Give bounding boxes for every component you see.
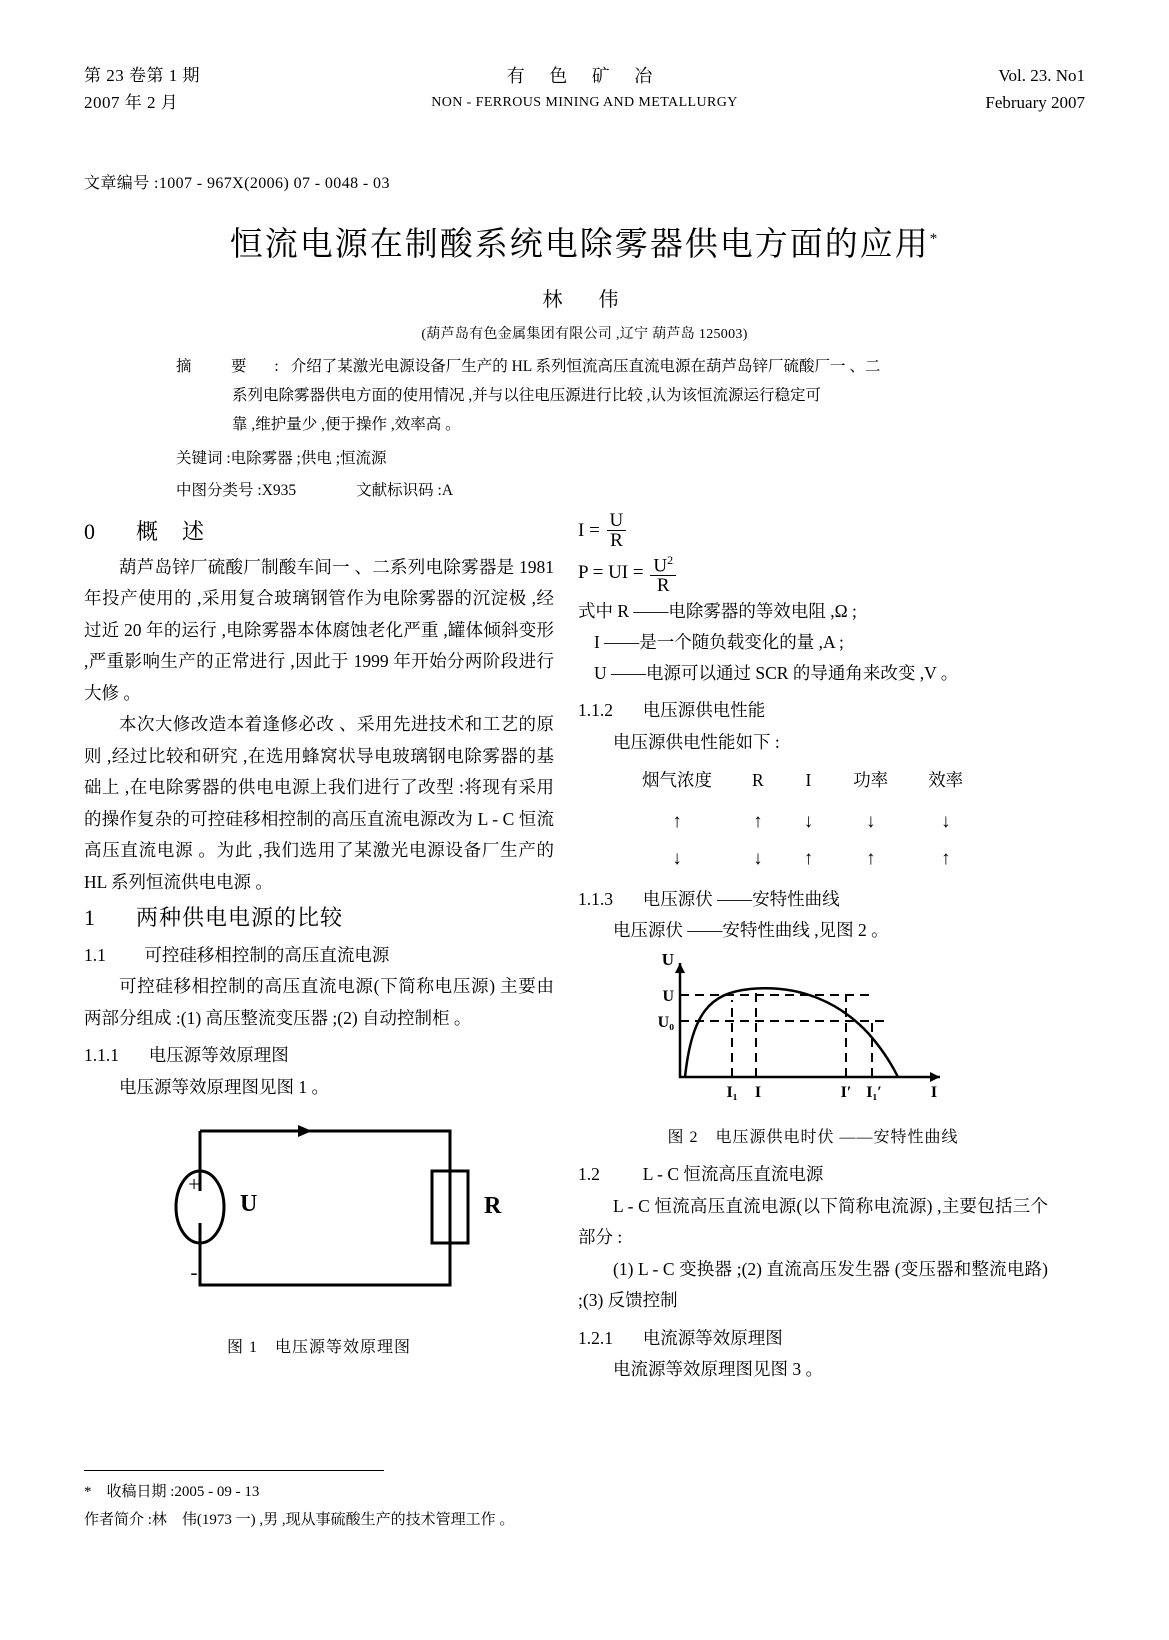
- abstract-label: 摘 要 :: [176, 358, 291, 375]
- table-header-0: 烟气浓度: [642, 770, 712, 791]
- running-head-center: [431, 62, 738, 111]
- table-r0c2: ↓: [803, 810, 814, 832]
- table-r0c0: ↑: [672, 810, 682, 832]
- table-header-2: I: [805, 770, 812, 791]
- volume-issue: 第 23 卷第 1 期: [84, 66, 200, 85]
- figure-1: [84, 1113, 554, 1328]
- performance-table: [622, 762, 1048, 878]
- journal-title-en: NON - FERROUS MINING AND METALLURGY: [431, 95, 738, 110]
- running-head: [84, 62, 1085, 124]
- paragraph-1: 葫芦岛锌厂硫酸厂制酸车间一 、二系列电除雾器是 1981 年投产使用的 ,采用复合玻璃钢管作为电除雾器的沉淀极 ,经过近 20 年的运行 ,电除雾器本体腐蚀老化严重 ,罐体倾斜变形 ,严重影响生产的正常进行 ,因此于 1999 年开始分两阶段进行大修 。: [84, 556, 554, 703]
- performance-table-grid: [622, 762, 983, 878]
- abstract-line-1: 介绍了某激光电源设备厂生产的 HL 系列恒流高压直流电源在葫芦岛锌厂硫酸厂一 、二: [290, 358, 881, 375]
- svg-text:U: U: [661, 952, 674, 969]
- svg-text:U: U: [240, 1191, 258, 1217]
- svg-text:U: U: [662, 987, 674, 1005]
- subsection-1-2: [578, 1159, 1048, 1191]
- page-title: [0, 218, 1169, 265]
- figure-1-circuit-diagram: [120, 1113, 520, 1303]
- issue-date-cn: 2007 年 2 月: [84, 93, 179, 112]
- subsection-1-2-title: L - C 恒流高压直流电源: [642, 1164, 824, 1185]
- svg-text:I: I: [754, 1083, 762, 1101]
- doc-code-label: 文献标识码 :: [356, 482, 442, 499]
- table-r1c0: ↓: [672, 848, 682, 870]
- paragraph-6: 电压源伏 ——安特性曲线 ,见图 2 。: [613, 920, 889, 941]
- definition-I: I ——是一个随负载变化的量 ,A ;: [594, 632, 844, 653]
- title-text: 恒流电源在制酸系统电除雾器供电方面的应用: [229, 227, 930, 263]
- figure-1-caption: 图 1 电压源等效原理图: [226, 1339, 411, 1356]
- svg-text:R: R: [484, 1193, 502, 1219]
- table-r0c3: ↓: [865, 810, 876, 832]
- running-head-right: [985, 62, 1085, 116]
- abstract: [176, 352, 1006, 439]
- formula-current-fraction: [607, 512, 627, 551]
- table-header-4: 效率: [928, 770, 964, 791]
- affiliation: (葫芦岛有色金属集团有限公司 ,辽宁 葫芦岛 125003): [421, 327, 748, 342]
- symbol-definitions: [578, 596, 1048, 689]
- svg-text:-: -: [190, 1260, 198, 1284]
- figure-2: [578, 953, 1048, 1118]
- footnote-rule: [84, 1470, 384, 1471]
- paragraph-7: L - C 恒流高压直流电源(以下简称电流源) ,主要包括三个部分 :: [578, 1195, 1048, 1248]
- subsection-1-1-1-title: 电压源等效原理图: [148, 1045, 289, 1065]
- svg-text:U₀: U₀: [657, 1013, 674, 1031]
- formula-power-fraction: [650, 551, 676, 596]
- definition-R: 式中 R ——电除雾器的等效电阻 ,Ω ;: [578, 601, 857, 622]
- issue-date-en: February 2007: [985, 93, 1085, 112]
- footnote-received-date: * 收稿日期 :2005 - 09 - 13: [84, 1484, 260, 1500]
- section-heading-0: [84, 516, 554, 548]
- subsection-1-2-1: [578, 1323, 1048, 1355]
- table-r1c3: ↑: [865, 848, 876, 870]
- subsection-1-1-2: [578, 695, 1048, 727]
- paragraph-4: 电压源等效原理图见图 1 。: [119, 1076, 329, 1097]
- formula-power-numerator: [650, 551, 676, 575]
- subsection-1-1-2-number: 1.1.2: [578, 700, 613, 721]
- paragraph-9: 电流源等效原理图见图 3 。: [613, 1359, 823, 1380]
- paragraph-3: 可控硅移相控制的高压直流电源(下简称电压源) 主要由两部分组成 :(1) 高压整流变压器 ;(2) 自动控制柜 。: [84, 976, 554, 1028]
- clc-value: X935: [261, 482, 297, 499]
- subsection-1-1-1-number: 1.1.1: [84, 1045, 119, 1065]
- paragraph-5: 电压源供电性能如下 :: [613, 731, 780, 752]
- table-r1c4: ↑: [940, 848, 951, 870]
- table-row: [622, 840, 983, 878]
- subsection-1-1-3-title: 电压源伏 ——安特性曲线: [642, 888, 840, 909]
- svg-text:I′: I′: [840, 1083, 852, 1101]
- subsection-1-1-2-title: 电压源供电性能: [642, 700, 766, 721]
- subsection-1-1-3: [578, 884, 1048, 916]
- subsection-1-1-number: 1.1: [84, 944, 106, 965]
- table-r0c4: ↓: [940, 810, 951, 832]
- formula-current-numerator: U: [609, 510, 624, 531]
- journal-title-cn: 有 色 矿 冶: [506, 66, 663, 86]
- abstract-line-3: 靠 ,维护量少 ,便于操作 ,效率高 。: [232, 416, 461, 433]
- subsection-1-1-1: [84, 1040, 554, 1072]
- paragraph-8: (1) L - C 变换器 ;(2) 直流高压发生器 (变压器和整流电路) ;(3) 反馈控制: [578, 1258, 1048, 1311]
- formula-current-lhs: I =: [578, 519, 600, 541]
- svg-text:I₁′: I₁′: [866, 1083, 882, 1101]
- paragraph-2: 本次大修改造本着逢修必改 、采用先进技术和工艺的原则 ,经过比较和研究 ,在选用蜂窝状导电玻璃钢电除雾器的基础上 ,在电除雾器的供电电源上我们进行了改型 :将现有采用的操作复杂的可控硅移相控制的高压直流电源改为 L - C 恒流高压直流电源 。为此 ,我们选用了某激光电源设备厂生产的 HL 系列恒流供电电源 。: [84, 714, 554, 892]
- article-number: 文章编号 :1007 - 967X(2006) 07 - 0048 - 03: [84, 175, 390, 192]
- formula-current: [578, 512, 1048, 551]
- subsection-1-2-1-number: 1.2.1: [578, 1327, 613, 1348]
- section-heading-1: [84, 902, 554, 934]
- running-head-left: [84, 62, 200, 116]
- title-footnote-marker: *: [929, 231, 940, 247]
- svg-text:I: I: [930, 1083, 938, 1101]
- table-header-3: 功率: [853, 770, 889, 791]
- footnote-author-bio: 作者简介 :林 伟(1973 一) ,男 ,现从事硫酸生产的技术管理工作 。: [84, 1512, 515, 1528]
- subsection-1-2-number: 1.2: [578, 1164, 600, 1185]
- section-1-number: 1: [84, 905, 96, 930]
- formula-power: [578, 551, 1048, 596]
- volume-issue-en: Vol. 23. No1: [998, 66, 1085, 85]
- figure-2-caption: 图 2 电压源供电时伏 ——安特性曲线: [667, 1128, 959, 1146]
- table-r0c1: ↑: [753, 810, 763, 832]
- definition-U: U ——电源可以通过 SCR 的导通角来改变 ,V 。: [594, 663, 959, 684]
- footnote: [84, 1478, 514, 1534]
- clc-line: [176, 478, 453, 500]
- svg-text:+: +: [188, 1172, 200, 1196]
- table-r1c1: ↓: [753, 848, 763, 870]
- table-row: [622, 803, 983, 841]
- formula-power-lhs: P = UI =: [578, 562, 644, 584]
- subsection-1-1: [84, 940, 554, 972]
- table-r1c2: ↑: [803, 848, 814, 870]
- section-1-title: 两种供电电源的比较: [136, 905, 344, 930]
- keywords: 关键词 :电除雾器 ;供电 ;恒流源: [176, 450, 387, 467]
- subsection-1-1-title: 可控硅移相控制的高压直流电源: [144, 944, 390, 965]
- table-header-1: R: [752, 770, 764, 791]
- author-name: 林 伟: [542, 289, 627, 311]
- svg-text:I₁: I₁: [726, 1083, 738, 1101]
- formula-current-denominator: R: [607, 530, 627, 551]
- doc-code-value: A: [441, 482, 454, 499]
- column-left: [84, 512, 554, 1364]
- column-right: [578, 512, 1048, 1386]
- formula-power-denominator: R: [650, 575, 676, 596]
- formula-power-num-exponent: 2: [667, 553, 674, 567]
- subsection-1-1-3-number: 1.1.3: [578, 888, 613, 909]
- clc-label: 中图分类号 :: [176, 482, 262, 499]
- abstract-line-2: 系列电除雾器供电方面的使用情况 ,并与以往电压源进行比较 ,认为该恒流源运行稳定可: [232, 387, 822, 404]
- formula-power-num-base: U: [653, 555, 668, 577]
- subsection-1-2-1-title: 电流源等效原理图: [642, 1327, 783, 1348]
- table-header-row: [622, 762, 983, 803]
- section-0-title: 概 述: [136, 519, 206, 544]
- figure-2-curve-diagram: [640, 953, 970, 1113]
- section-0-number: 0: [84, 519, 96, 544]
